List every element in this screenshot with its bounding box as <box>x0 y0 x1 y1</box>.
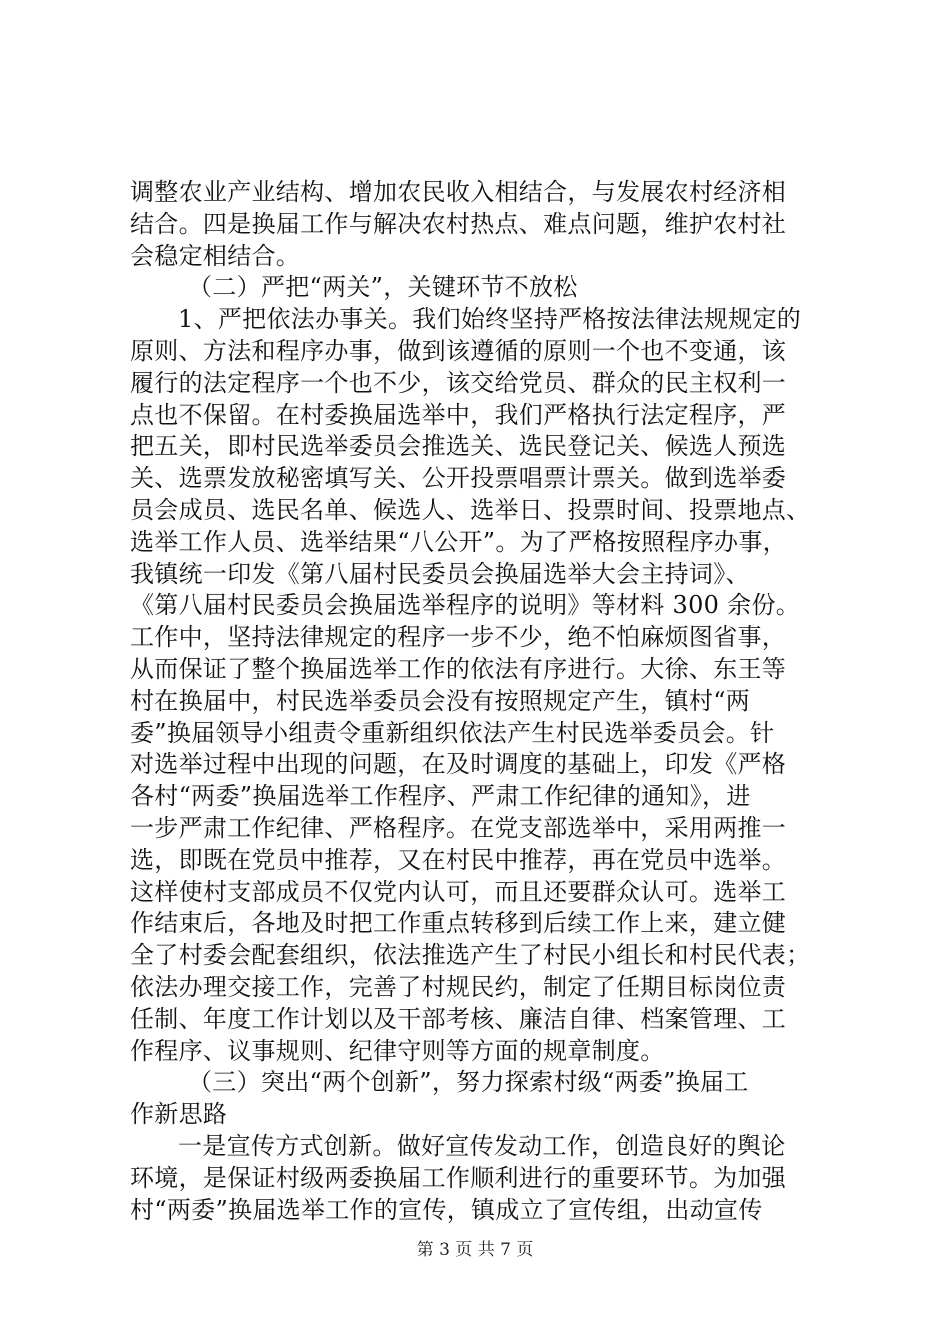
body-text <box>130 177 835 1226</box>
text-line: 调整农业产业结构、增加农民收入相结合，与发展农村经济相 <box>130 178 787 206</box>
text-line: 依法办理交接工作，完善了村规民约，制定了任期目标岗位责 <box>130 972 787 1001</box>
text-line: 会稳定相结合。 <box>130 241 301 270</box>
text-line: 把五关，即村民选举委员会推选关、选民登记关、候选人预选 <box>130 432 787 461</box>
text-line: 各村“两委”换届选举工作程序、严肃工作纪律的通知》，进 <box>130 782 751 811</box>
text-line: 作程序、议事规则、纪律守则等方面的规章制度。 <box>130 1036 665 1065</box>
text-line: （二）严把“两关”，关键环节不放松 <box>188 273 578 302</box>
text-line: 履行的法定程序一个也不少，该交给党员、群众的民主权利一 <box>130 368 787 397</box>
text-line: 一是宣传方式创新。做好宣传发动工作，创造良好的舆论 <box>178 1131 786 1160</box>
text-line: 村在换届中，村民选举委员会没有按照规定产生，镇村“两 <box>130 686 751 715</box>
text-line: 选，即既在党员中推荐，又在村民中推荐，再在党员中选举。 <box>130 845 787 874</box>
text-line: 任制、年度工作计划以及干部考核、廉洁自律、档案管理、工 <box>130 1004 787 1033</box>
page-footer: 第 3 页 共 7 页 <box>416 1240 534 1260</box>
text-line: （三）突出“两个创新”，努力探索村级“两委”换届工 <box>188 1068 749 1097</box>
text-line: 我镇统一印发《第八届村民委员会换届选举大会主持词》、 <box>130 559 750 588</box>
text-line: 《第八届村民委员会换届选举程序的说明》等材料 300 余份。 <box>130 591 801 620</box>
text-line: 村“两委”换届选举工作的宣传，镇成立了宣传组，出动宣传 <box>130 1195 763 1224</box>
text-line: 工作中，坚持法律规定的程序一步不少，绝不怕麻烦图省事， <box>130 623 787 652</box>
text-line: 点也不保留。在村委换届选举中，我们严格执行法定程序，严 <box>130 400 787 429</box>
text-line: 作结束后，各地及时把工作重点转移到后续工作上来，建立健 <box>130 909 787 938</box>
text-line: 结合。四是换届工作与解决农村热点、难点问题，维护农村社 <box>130 209 787 238</box>
text-line: 原则、方法和程序办事，做到该遵循的原则一个也不变通，该 <box>130 336 787 365</box>
text-line: 关、选票发放秘密填写关、公开投票唱票计票关。做到选举委 <box>130 464 787 493</box>
text-line: 这样使村支部成员不仅党内认可，而且还要群众认可。选举工 <box>130 877 787 906</box>
text-line: 一步严肃工作纪律、严格程序。在党支部选举中，采用两推一 <box>130 813 787 842</box>
text-line: 选举工作人员、选举结果“八公开”。为了严格按照程序办事， <box>130 527 787 556</box>
text-line: 环境，是保证村级两委换届工作顺利进行的重要环节。为加强 <box>130 1163 787 1192</box>
text-line: 作新思路 <box>130 1100 228 1129</box>
text-line: 从而保证了整个换届选举工作的依法有序进行。大徐、东王等 <box>130 654 787 683</box>
text-line: 全了村委会配套组织，依法推选产生了村民小组长和村民代表； <box>130 941 811 970</box>
text-line: 对选举过程中出现的问题，在及时调度的基础上，印发《严格 <box>130 750 787 779</box>
text-line: 员会成员、选民名单、候选人、选举日、投票时间、投票地点、 <box>130 495 811 524</box>
text-line: 1、严把依法办事关。我们始终坚持严格按法律法规规定的 <box>178 305 802 334</box>
text-line: 委”换届领导小组责令重新组织依法产生村民选举委员会。针 <box>130 718 775 747</box>
